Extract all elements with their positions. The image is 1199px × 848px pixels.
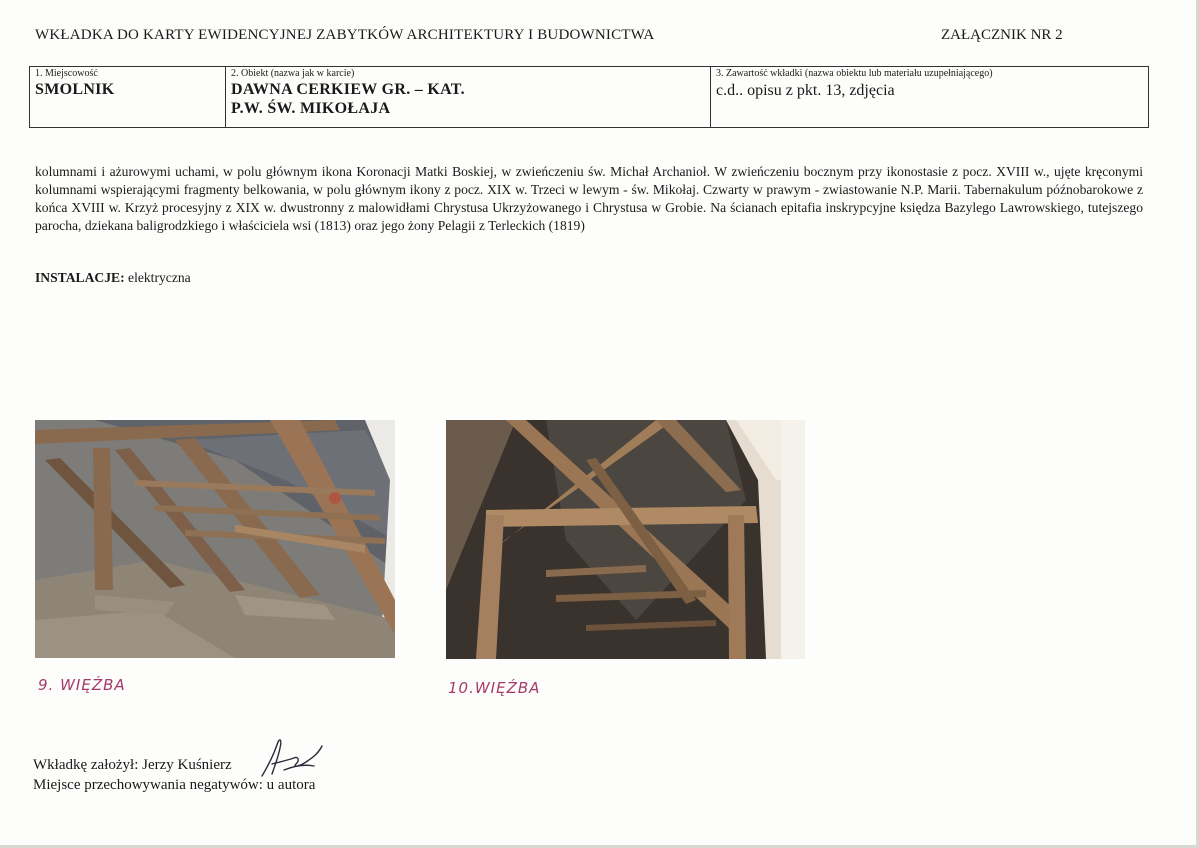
photo-caption-2: 10.WIĘŹBA bbox=[448, 679, 541, 697]
storage-line: Miejsce przechowywania negatywów: u autora bbox=[33, 777, 316, 793]
contents-cell bbox=[711, 67, 1148, 127]
installations-line bbox=[35, 269, 191, 287]
handwritten-signature bbox=[254, 736, 326, 782]
signature-icon bbox=[254, 736, 326, 782]
contents-value: c.d.. opisu z pkt. 13, zdjęcia bbox=[716, 82, 895, 99]
object-value-line2: P.W. ŚW. MIKOŁAJA bbox=[231, 100, 391, 117]
roof-truss-image-2 bbox=[446, 420, 805, 659]
document-title: WKŁADKA DO KARTY EWIDENCYJNEJ ZABYTKÓW ARCHITEKTURY I BUDOWNICTWA bbox=[35, 27, 655, 43]
contents-label: 3. Zawartość wkładki (nazwa obiektu lub materiału uzupełniającego) bbox=[716, 68, 993, 79]
photo-roof-truss-1 bbox=[35, 420, 395, 658]
author-line: Wkładkę założył: Jerzy Kuśnierz bbox=[33, 757, 232, 773]
locality-cell bbox=[30, 67, 226, 127]
header-fields-table bbox=[29, 66, 1149, 128]
photo-roof-truss-2 bbox=[446, 420, 805, 659]
locality-value: SMOLNIK bbox=[35, 81, 115, 98]
roof-truss-image-1 bbox=[35, 420, 395, 658]
installations-label: INSTALACJE: bbox=[35, 270, 125, 285]
object-cell bbox=[226, 67, 711, 127]
locality-label: 1. Miejscowość bbox=[35, 68, 98, 79]
installations-value: elektryczna bbox=[124, 270, 191, 285]
object-label: 2. Obiekt (nazwa jak w karcie) bbox=[231, 68, 355, 79]
description-paragraph: kolumnami i ażurowymi uchami, w polu głównym ikona Koronacji Matki Boskiej, w zwieńczeniu św. Michał Archanioł. W zwieńczeniu bocznym przy ikonostasie z pocz. XVIII w., ujęte kręconymi kolumnami wspierającymi fragmenty belkowania, w polu głównym ikony z pocz. XIX w. Trzeci w lewym - św. Mikołaj. Czwarty w prawym - zwiastowanie N.P. Marii. Tabernakulum późnobarokowe z końca XVIII w. Krzyż procesyjny z XIX w. dwustronny z malowidłami Chrystusa Ukrzyżowanego i Chrystusa w Grobie. Na ścianach epitafia inskrypcyjne księdza Bazylego Lawrowskiego, tutejszego parocha, dziekana baligrodzkiego i właściciela wsi (1813) oraz jego żony Pelagii z Terleckich (1819) bbox=[35, 164, 1143, 233]
photo-caption-1: 9. WIĘŹBA bbox=[38, 676, 126, 694]
object-value-line1: DAWNA CERKIEW GR. – KAT. bbox=[231, 81, 465, 98]
annex-number: ZAŁĄCZNIK NR 2 bbox=[941, 27, 1063, 43]
